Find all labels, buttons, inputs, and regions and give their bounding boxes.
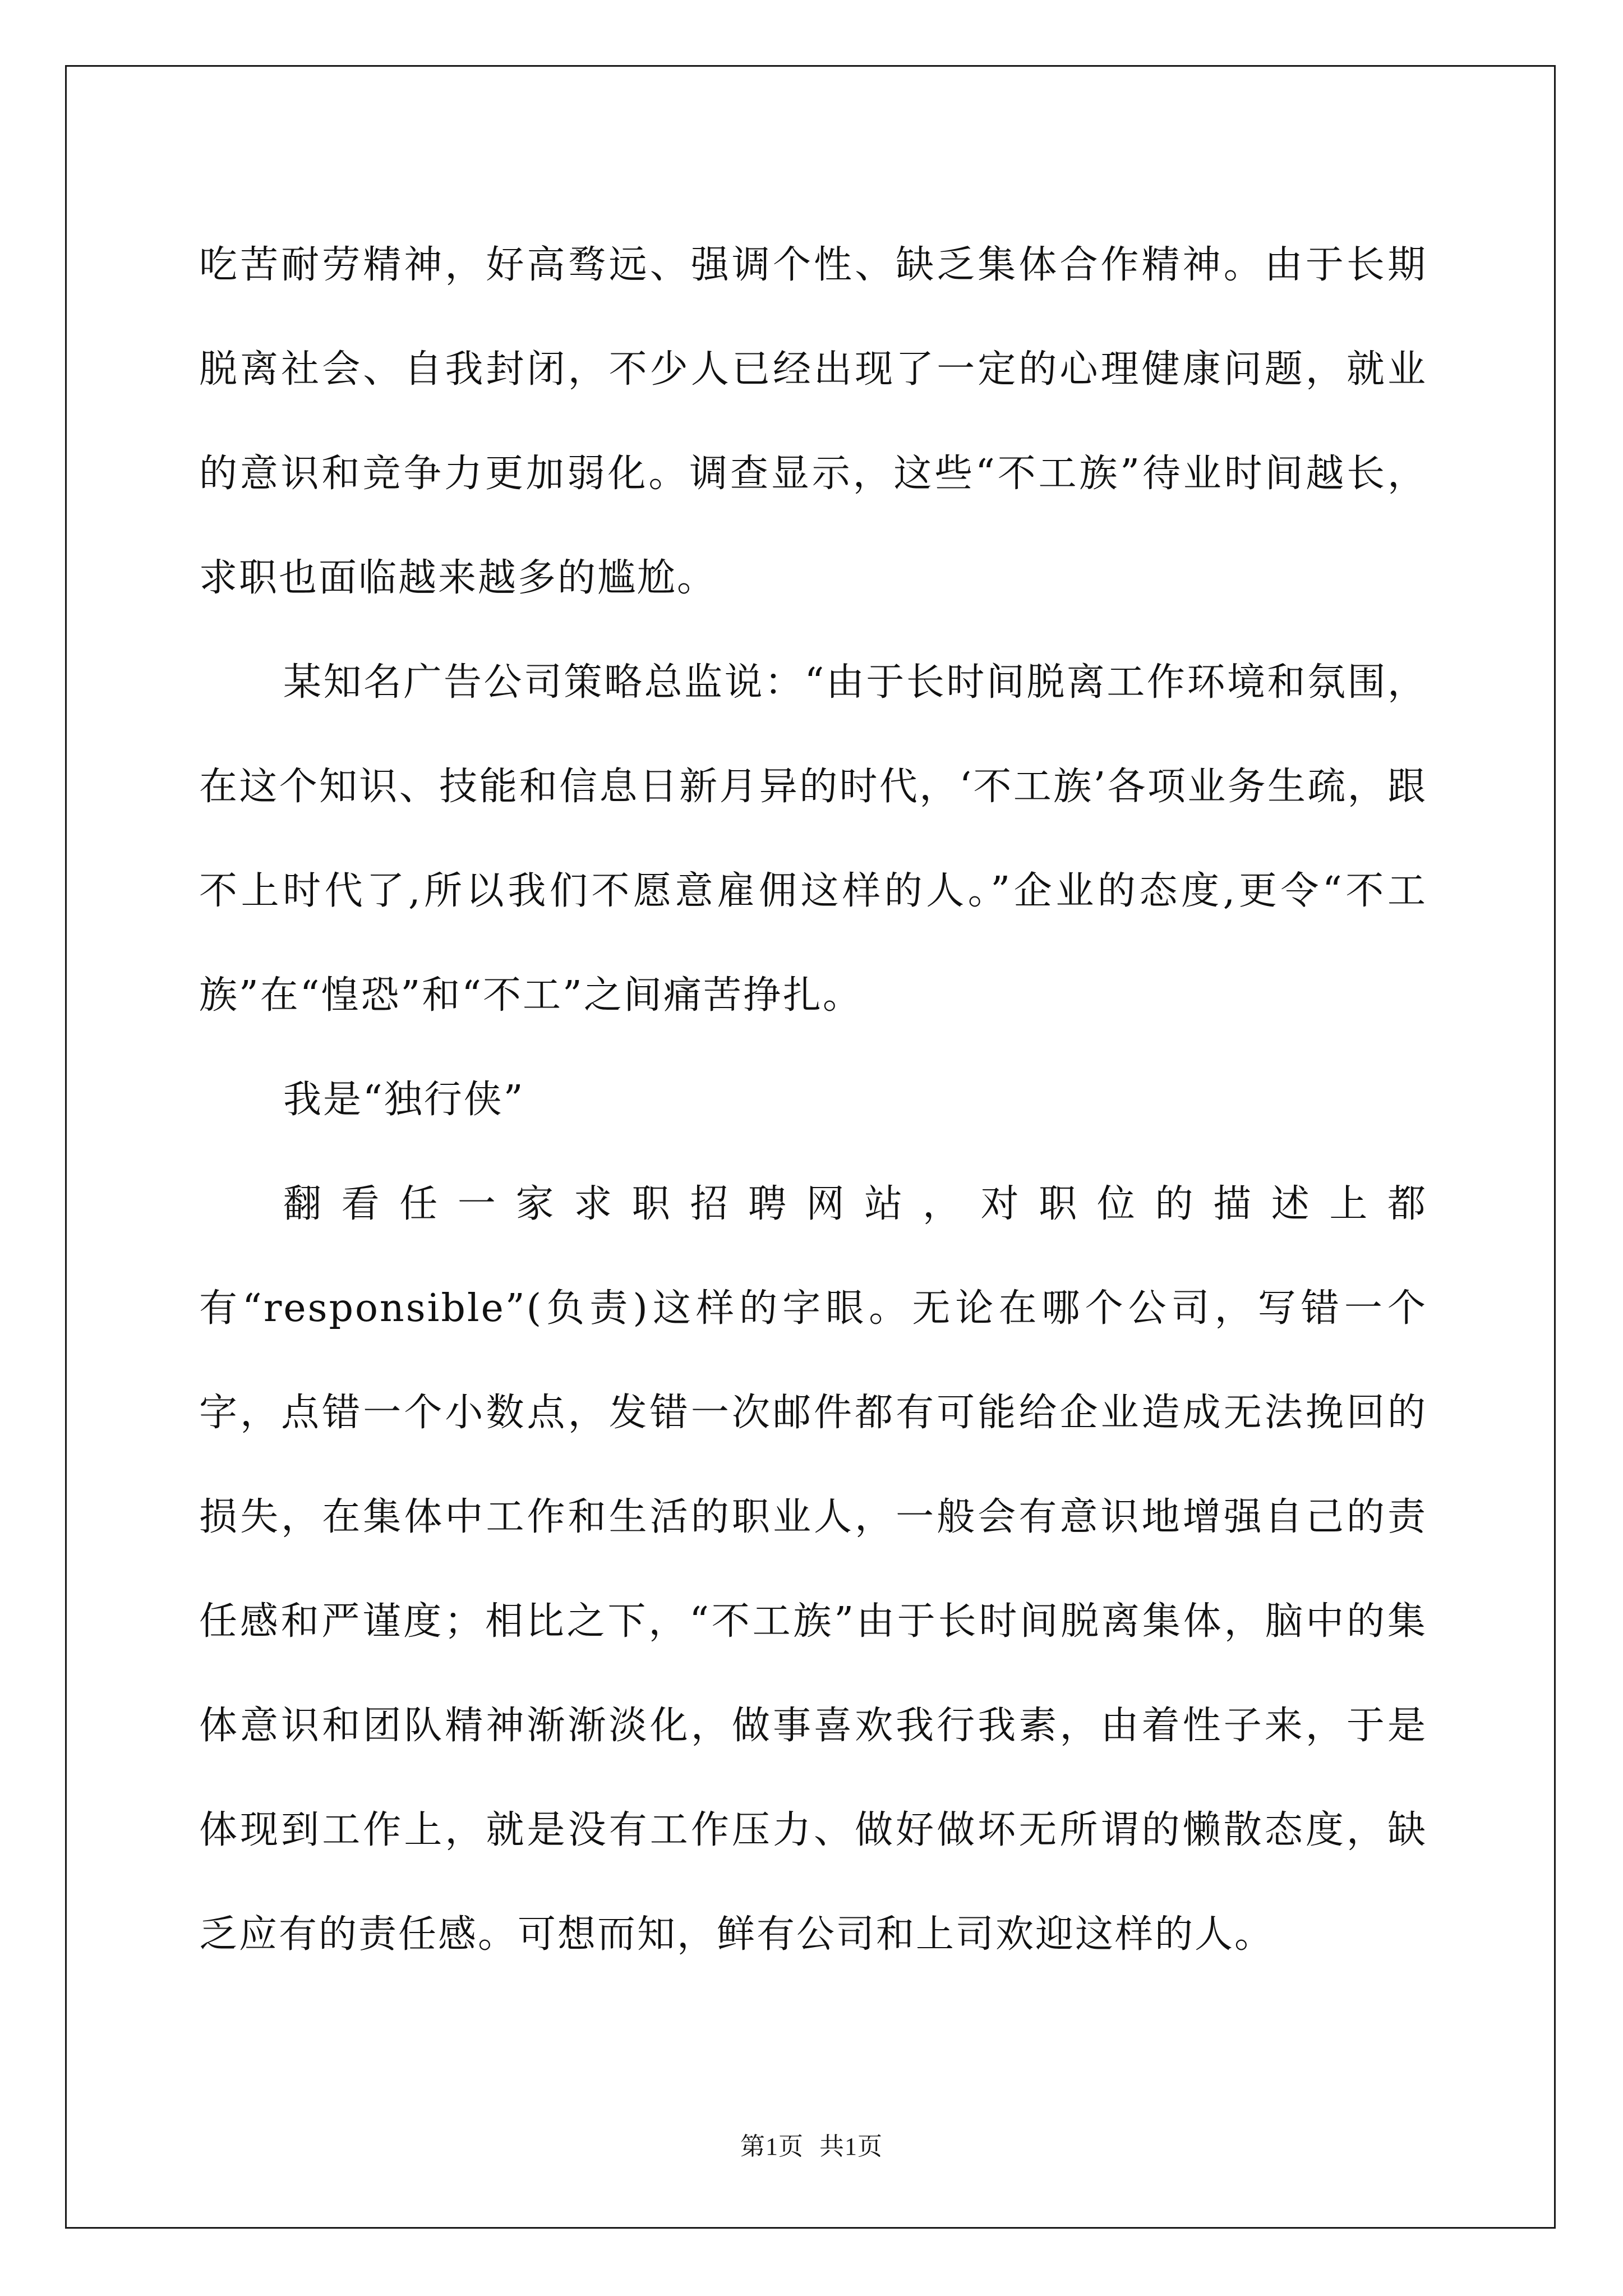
paragraph-1: 吃苦耐劳精神，好高骛远、强调个性、缺乏集体合作精神。由于长期脱离社会、自我封闭，不少人已经出现了一定的心理健康问题，就业的意识和竞争力更加弱化。调查显示，这些“不工族”待业时间越长，求职也面临越来越多的尴尬。 (199, 243, 1427, 600)
page-number: 第1页 (740, 2133, 804, 2160)
paragraph-3: 翻看任一家求职招聘网站，对职位的描述上都有“responsible”(负责)这样的字眼。无论在哪个公司，写错一个字，点错一个小数点，发错一次邮件都有可能给企业造成无法挽回的损失，在集体中工作和生活的职业人，一般会有意识地增强自己的责任感和严谨度；相比之下，“不工族”由于长时间脱离集体，脑中的集体意识和团队精神渐渐淡化，做事喜欢我行我素，由着性子来，于是体现到工作上，就是没有工作压力、做好做坏无所谓的懒散态度，缺乏应有的责任感。可想而知，鲜有公司和上司欢迎这样的人。 (199, 1182, 1427, 1957)
page-footer (0, 2126, 1623, 2162)
section-heading: 我是“独行侠” (283, 1078, 525, 1122)
page-total: 共1页 (819, 2133, 883, 2160)
paragraph-2: 某知名广告公司策略总监说：“由于长时间脱离工作环境和氛围，在这个知识、技能和信息日新月异的时代，‘不工族’各项业务生疏，跟不上时代了,所以我们不愿意雇佣这样的人。”企业的态度,更令“不工族”在“惶恐”和“不工”之间痛苦挣扎。 (199, 660, 1427, 1018)
document-body (199, 213, 1427, 1987)
